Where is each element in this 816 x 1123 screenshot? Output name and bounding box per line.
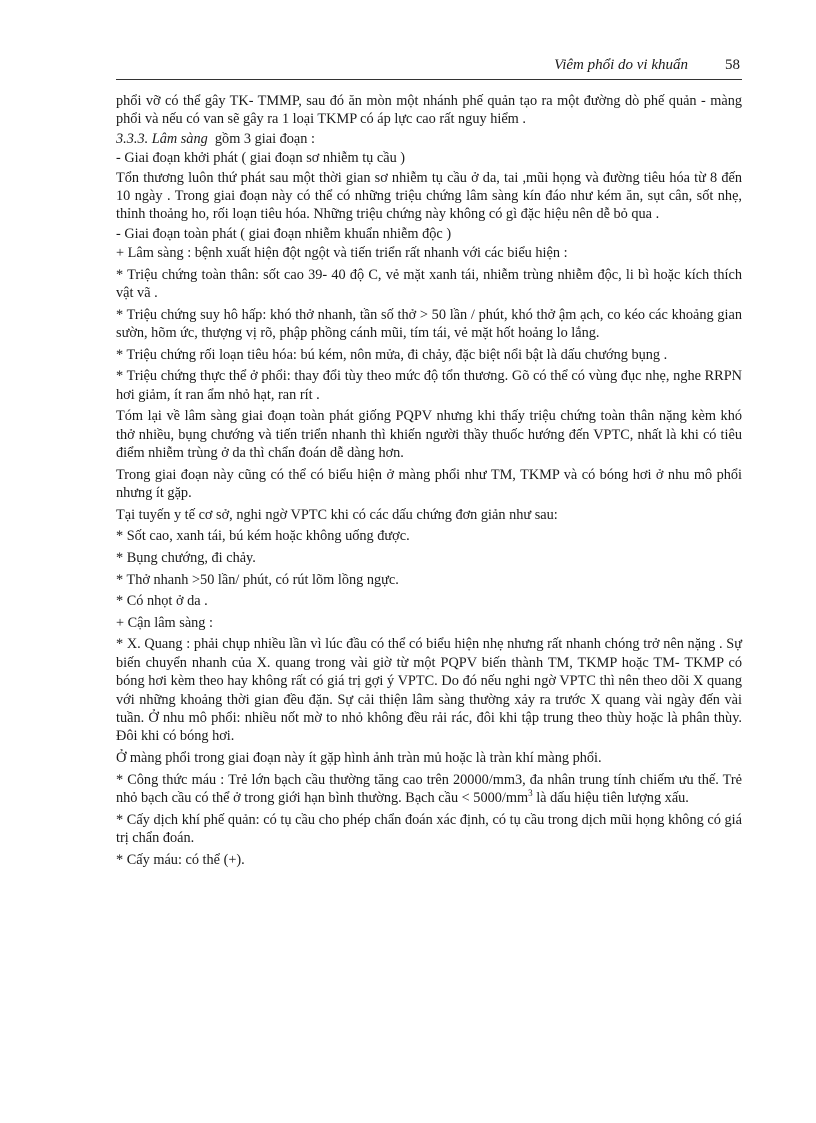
paragraph: * X. Quang : phải chụp nhiều lần vì lúc đầu có thể có biểu hiện nhẹ nhưng rất nhanh chóng trở nên nặng . Sự biến chuyển nhanh của X. quang trong vài giờ từ một PQPV biến thành TM, TKMP hoặc TM- TKMP có bóng hơi kèm theo hay không rất có giá trị gợi ý VPTC. Do đó nếu nghi ngờ VPTC thì nên theo dõi X quang với những khoảng thời gian đều đặn. Sự cải thiện lâm sàng thường xảy ra trước X quang vài ngày đến vài tuần. Ở nhu mô phổi: nhiều nốt mờ to nhỏ không đều rải rác, đôi khi tập trung theo thùy hoặc là phân thùy. Đôi khi có bóng hơi. xyxy=(116,636,742,745)
paragraph: Tóm lại về lâm sàng giai đoạn toàn phát giống PQPV nhưng khi thấy triệu chứng toàn thân nặng kèm khó thở nhiều, bụng chướng và tiến triển nhanh thì khiến người thầy thuốc hướng đến VPTC, nhất là khi có tiêu điểm nhiễm trùng ở da thì chẩn đoán dễ dàng hơn. xyxy=(116,408,742,462)
section-number-title: 3.3.3. Lâm sàng xyxy=(116,130,208,147)
paragraph: * Bụng chướng, đi chảy. xyxy=(116,550,256,567)
paragraph: * Cấy máu: có thể (+). xyxy=(116,851,245,868)
paragraph-text: * Công thức máu : Trẻ lớn bạch cầu thường tăng cao trên 20000/mm3, đa nhân trung tính chiếm ưu thế. Trẻ nhỏ bạch cầu có thể ở trong giới hạn bình thường. Bạch cầu < 5000/mm xyxy=(116,771,742,807)
paragraph: * Có nhọt ở da . xyxy=(116,593,208,610)
page-number: 58 xyxy=(725,57,740,73)
paragraph: phổi vỡ có thể gây TK- TMMP, sau đó ăn mòn một nhánh phế quản tạo ra một đường dò phế quản - màng phổi và nếu có van sẽ gây ra 1 loại TKMP có áp lực cao rất nguy hiểm . xyxy=(116,93,742,128)
section-heading-text: gồm 3 giai đoạn : xyxy=(214,130,315,147)
page-body xyxy=(116,92,742,872)
paragraph: - Giai đoạn khởi phát ( giai đoạn sơ nhiễm tụ cầu ) xyxy=(116,150,406,167)
paragraph: * Sốt cao, xanh tái, bú kém hoặc không uống được. xyxy=(116,528,410,545)
paragraph xyxy=(116,771,742,808)
paragraph: * Thở nhanh >50 lần/ phút, có rút lõm lồng ngực. xyxy=(116,571,399,588)
section-heading xyxy=(116,130,742,148)
paragraph: * Triệu chứng suy hô hấp: khó thở nhanh, tần số thở > 50 lần / phút, khó thở ậm ạch, co kéo các khoảng gian sườn, hõm ức, thượng vị rõ, phập phồng cánh mũi, tím tái, vẻ mặt hốt hoảng lo lắng. xyxy=(116,306,742,342)
paragraph: + Lâm sàng : bệnh xuất hiện đột ngột và tiến triển rất nhanh với các biểu hiện : xyxy=(116,245,568,262)
paragraph: Tại tuyến y tế cơ sở, nghi ngờ VPTC khi có các dấu chứng đơn giản như sau: xyxy=(116,506,558,523)
paragraph: Ở màng phổi trong giai đoạn này ít gặp hình ảnh tràn mủ hoặc là tràn khí màng phổi. xyxy=(116,750,602,767)
paragraph: * Triệu chứng thực thể ở phổi: thay đổi tùy theo mức độ tổn thương. Gõ có thể có vùng đục nhẹ, nghe RRPN hơi giảm, ít ran ẩm nhỏ hạt, ran rít . xyxy=(116,368,742,403)
paragraph: Trong giai đoạn này cũng có thể có biểu hiện ở màng phổi như TM, TKMP và có bóng hơi ở nhu mô phổi nhưng ít gặp. xyxy=(116,466,742,502)
header-title: Viêm phổi do vi khuẩn xyxy=(554,57,688,73)
paragraph: - Giai đoạn toàn phát ( giai đoạn nhiễm khuẩn nhiễm độc ) xyxy=(116,225,452,242)
superscript: 3 xyxy=(528,788,533,799)
paragraph: * Triệu chứng rối loạn tiêu hóa: bú kém, nôn mửa, đi chảy, đặc biệt nổi bật là dấu chướng bụng . xyxy=(116,346,668,363)
header-rule xyxy=(116,79,742,80)
paragraph: Tổn thương luôn thứ phát sau một thời gian sơ nhiễm tụ cầu ở da, tai ,mũi họng và đường tiêu hóa từ 8 đến 10 ngày . Trong giai đoạn này có thể có những triệu chứng lâm sàng kín đáo như kém ăn, sụt cân, sốt nhẹ, thỉnh thoảng ho, rối loạn tiêu hóa. Những triệu chứng này không có gì đặc hiệu nên dễ bỏ qua . xyxy=(116,169,742,223)
paragraph: * Triệu chứng toàn thân: sốt cao 39- 40 độ C, vẻ mặt xanh tái, nhiễm trùng nhiễm độc, li bì hoặc kích thích vật vã . xyxy=(116,266,742,302)
paragraph-text: là dấu hiệu tiên lượng xấu. xyxy=(536,790,689,807)
paragraph: * Cấy dịch khí phế quản: có tụ cầu cho phép chẩn đoán xác định, có tụ cầu trong dịch mũi họng không có giá trị chẩn đoán. xyxy=(116,811,742,847)
paragraph: + Cận lâm sàng : xyxy=(116,614,214,631)
running-header xyxy=(116,57,742,79)
